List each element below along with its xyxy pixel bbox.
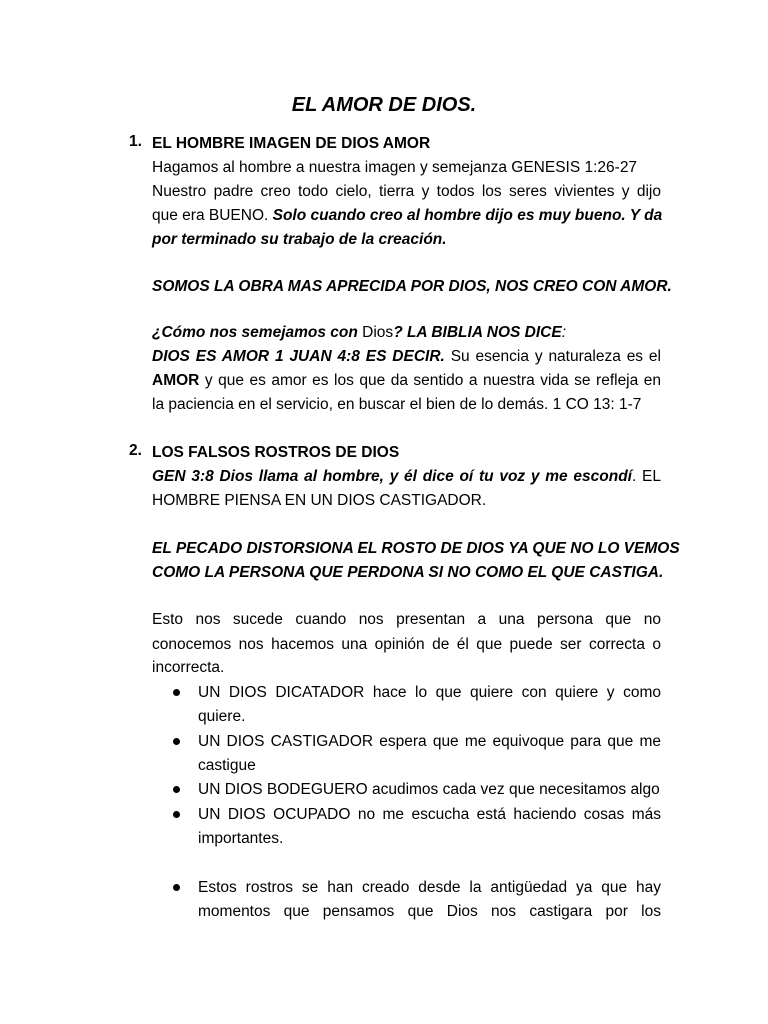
bullet-marker <box>173 884 180 891</box>
section-1-line-3-emphasis: Solo cuando creo al hombre dijo es muy bueno. Y da <box>272 207 663 224</box>
paragraph-line-3: incorrecta. <box>152 659 225 676</box>
section-1-line-3 <box>152 205 661 227</box>
section-1-heading: EL HOMBRE IMAGEN DE DIOS AMOR <box>152 135 431 152</box>
bullet-marker <box>173 738 180 745</box>
section-1-line-4: por terminado su trabajo de la creación. <box>152 231 447 248</box>
section-1-line-1: Hagamos al hombre a nuestra imagen y semejanza GENESIS 1:26-27 <box>152 159 638 176</box>
line-7-emphasis: DIOS ES AMOR 1 JUAN 4:8 ES DECIR. <box>152 348 445 365</box>
question-part-4: : <box>561 324 566 341</box>
question-part-2: Dios <box>362 324 394 341</box>
section-2-statement-1: EL PECADO DISTORSIONA EL ROSTO DE DIOS YA QUE NO LO VEMOS <box>152 540 680 557</box>
paragraph-line-2: conocemos nos hacemos una opinión de él que puede ser correcta o <box>152 636 661 653</box>
section-2-statement-2: COMO LA PERSONA QUE PERDONA SI NO COMO EL QUE CASTIGA. <box>152 564 664 581</box>
section-1-number: 1. <box>129 133 142 150</box>
line-7-text: Su esencia y naturaleza es el <box>444 348 661 365</box>
section-2-line-2: HOMBRE PIENSA EN UN DIOS CASTIGADOR. <box>152 492 487 509</box>
document-title: EL AMOR DE DIOS. <box>291 94 477 116</box>
bullet-5-line-2: momentos que pensamos que Dios nos castigara por los <box>198 903 661 920</box>
section-1-line-8 <box>152 370 661 392</box>
bullet-4-line-2: importantes. <box>198 830 284 847</box>
bullet-3: UN DIOS BODEGUERO acudimos cada vez que necesitamos algo <box>198 781 660 798</box>
bullet-2-line-1: UN DIOS CASTIGADOR espera que me equivoque para que me <box>198 733 661 750</box>
bullet-marker <box>173 811 180 818</box>
bullet-4-line-1: UN DIOS OCUPADO no me escucha está haciendo cosas más <box>198 806 661 823</box>
bullet-marker <box>173 689 180 696</box>
section-1-line-9: la paciencia en el servicio, en buscar el bien de lo demás. 1 CO 13: 1-7 <box>152 396 642 413</box>
bullet-1-line-2: quiere. <box>198 708 246 725</box>
line-8-emphasis: AMOR <box>152 372 200 389</box>
question-part-3: ? LA BIBLIA NOS DICE <box>393 324 562 341</box>
line-8-text: y que es amor es los que da sentido a nuestra vida se refleja en <box>199 372 661 389</box>
section-2-heading: LOS FALSOS ROSTROS DE DIOS <box>152 444 400 461</box>
bullet-marker <box>173 786 180 793</box>
section-1-line-3-text: que era BUENO. <box>152 207 273 224</box>
section-2-line-1 <box>152 466 661 488</box>
section-2-line-1-text: . EL <box>631 468 661 485</box>
section-2-line-1-emphasis: GEN 3:8 Dios llama al hombre, y él dice oí tu voz y me escondí <box>152 468 632 485</box>
section-1-question <box>152 322 566 344</box>
question-part-1: ¿Cómo nos semejamos con <box>152 324 363 341</box>
bullet-2-line-2: castigue <box>198 757 256 774</box>
section-1-line-7 <box>152 346 661 368</box>
section-2-number: 2. <box>129 442 142 459</box>
section-1-statement: SOMOS LA OBRA MAS APRECIDA POR DIOS, NOS CREO CON AMOR. <box>152 278 672 295</box>
section-1-line-2: Nuestro padre creo todo cielo, tierra y todos los seres vivientes y dijo <box>152 183 661 200</box>
bullet-1-line-1: UN DIOS DICATADOR hace lo que quiere con quiere y como <box>198 684 661 701</box>
bullet-5-line-1: Estos rostros se han creado desde la antigüedad ya que hay <box>198 879 661 896</box>
paragraph-line-1: Esto nos sucede cuando nos presentan a una persona que no <box>152 611 661 628</box>
